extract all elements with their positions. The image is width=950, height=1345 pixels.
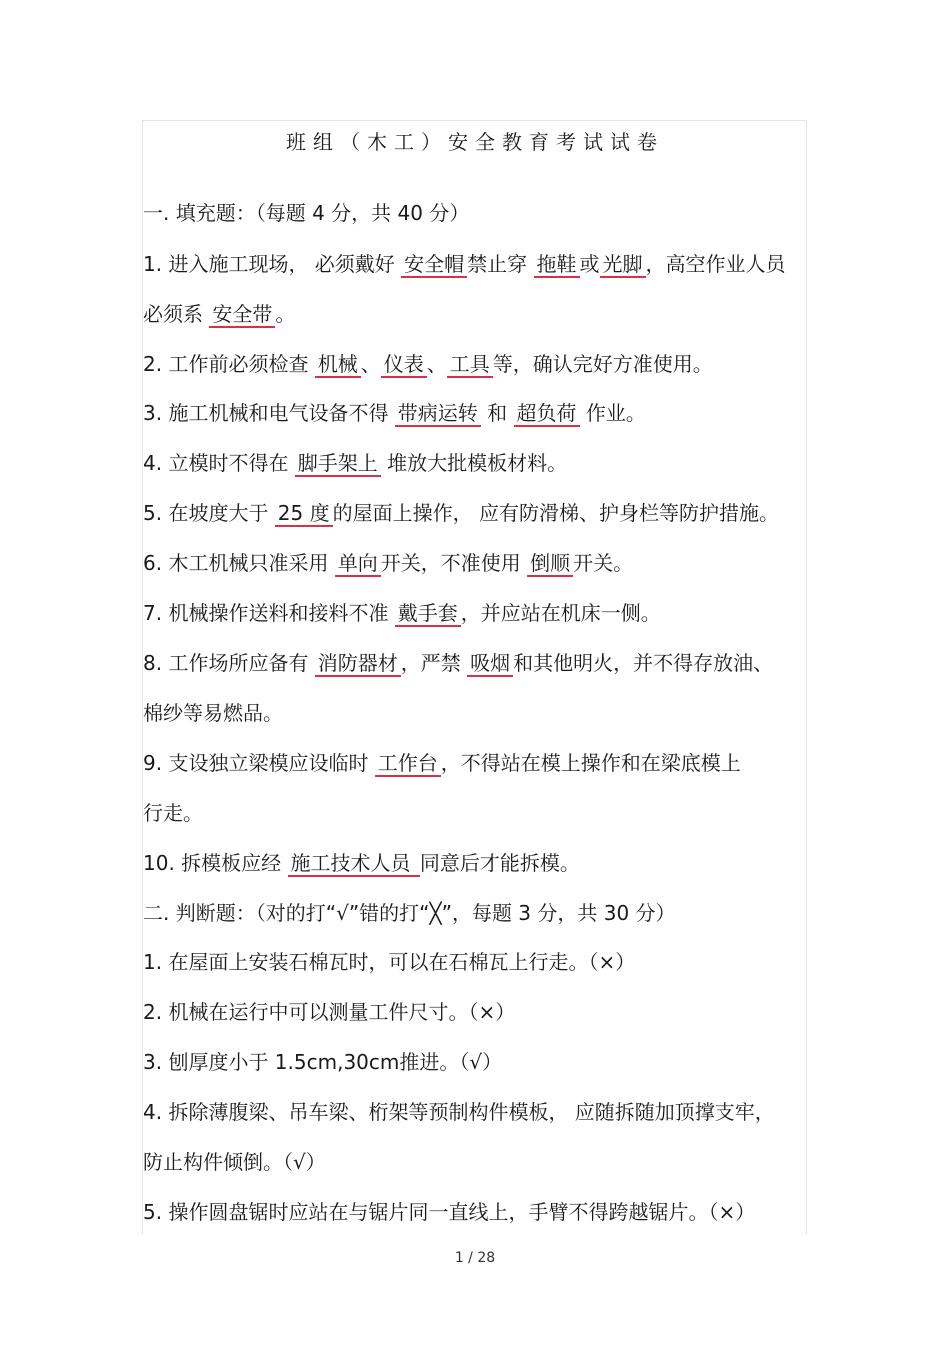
answer-blank: 25 度 xyxy=(275,501,333,527)
fill-question-6: 6. 木工机械只准采用 单向 开关，不准使用 倒顺 开关。 xyxy=(143,551,634,575)
answer-blank: 脚手架上 xyxy=(295,451,381,477)
page-number: 1 / 28 xyxy=(454,1250,496,1266)
fill-question-1-cont: 必须系 安全带 。 xyxy=(143,302,296,326)
answer-blank: 消防器材 xyxy=(315,651,401,677)
judge-question-4: 4. 拆除薄腹梁、吊车梁、桁架等预制构件模板， 应随拆随加顶撑支牢， xyxy=(143,1100,775,1124)
section1-heading: 一. 填充题：（每题 4 分，共 40 分） xyxy=(143,201,470,225)
answer-blank: 工具 xyxy=(447,352,493,378)
judge-question-5: 5. 操作圆盘锯时应站在与锯片同一直线上，手臂不得跨越锯片。（×） xyxy=(143,1200,756,1224)
section2-heading: 二. 判断题：（对的打“√”错的打“╳”，每题 3 分，共 30 分） xyxy=(143,901,676,925)
fill-question-9-cont: 行走。 xyxy=(143,801,203,825)
answer-blank: 戴手套 xyxy=(395,601,461,627)
answer-blank: 超负荷 xyxy=(514,401,580,427)
answer-blank: 机械 xyxy=(315,352,361,378)
fill-question-5: 5. 在坡度大于 25 度 的屋面上操作， 应有防滑梯、护身栏等防护措施。 xyxy=(143,501,779,525)
fill-question-7: 7. 机械操作送料和接料不准 戴手套 ，并应站在机床一侧。 xyxy=(143,601,661,625)
answer-blank: 倒顺 xyxy=(527,551,573,577)
answer-blank: 工作台 xyxy=(375,751,441,777)
answer-blank: 带病运转 xyxy=(395,401,481,427)
fill-question-8-cont: 棉纱等易燃品。 xyxy=(143,701,283,725)
answer-blank: 吸烟 xyxy=(467,651,513,677)
answer-blank: 单向 xyxy=(335,551,381,577)
answer-blank: 仪表 xyxy=(381,352,427,378)
fill-question-9: 9. 支设独立梁模应设临时 工作台 ，不得站在模上操作和在梁底模上 xyxy=(143,751,741,775)
judge-question-3: 3. 刨厚度小于 1.5cm,30cm推进。（√） xyxy=(143,1050,503,1074)
fill-question-2: 2. 工作前必须检查 机械 、 仪表 、 工具 等，确认完好方准使用。 xyxy=(143,352,713,376)
judge-question-1: 1. 在屋面上安装石棉瓦时，可以在石棉瓦上行走。（×） xyxy=(143,950,636,974)
judge-question-4-cont: 防止构件倾倒。（√） xyxy=(143,1150,326,1174)
fill-question-3: 3. 施工机械和电气设备不得 带病运转 和 超负荷 作业。 xyxy=(143,401,646,425)
fill-question-10: 10. 拆模板应经 施工技术人员 同意后才能拆模。 xyxy=(143,851,580,875)
fill-question-4: 4. 立模时不得在 脚手架上 堆放大批模板材料。 xyxy=(143,451,568,475)
answer-blank: 拖鞋 xyxy=(534,252,580,278)
page-title: 班组（木工）安全教育考试试卷 xyxy=(286,130,664,154)
answer-blank: 安全带 xyxy=(209,302,275,328)
answer-blank: 施工技术人员 xyxy=(288,851,420,877)
fill-question-8: 8. 工作场所应备有 消防器材 ，严禁 吸烟 和其他明火，并不得存放油、 xyxy=(143,651,774,675)
answer-blank: 安全帽 xyxy=(401,252,467,278)
judge-question-2: 2. 机械在运行中可以测量工件尺寸。（×） xyxy=(143,1000,516,1024)
fill-question-1: 1. 进入施工现场， 必须戴好 安全帽 禁止穿 拖鞋 或 光脚 ，高空作业人员 xyxy=(143,252,786,276)
answer-blank: 光脚 xyxy=(600,252,646,278)
